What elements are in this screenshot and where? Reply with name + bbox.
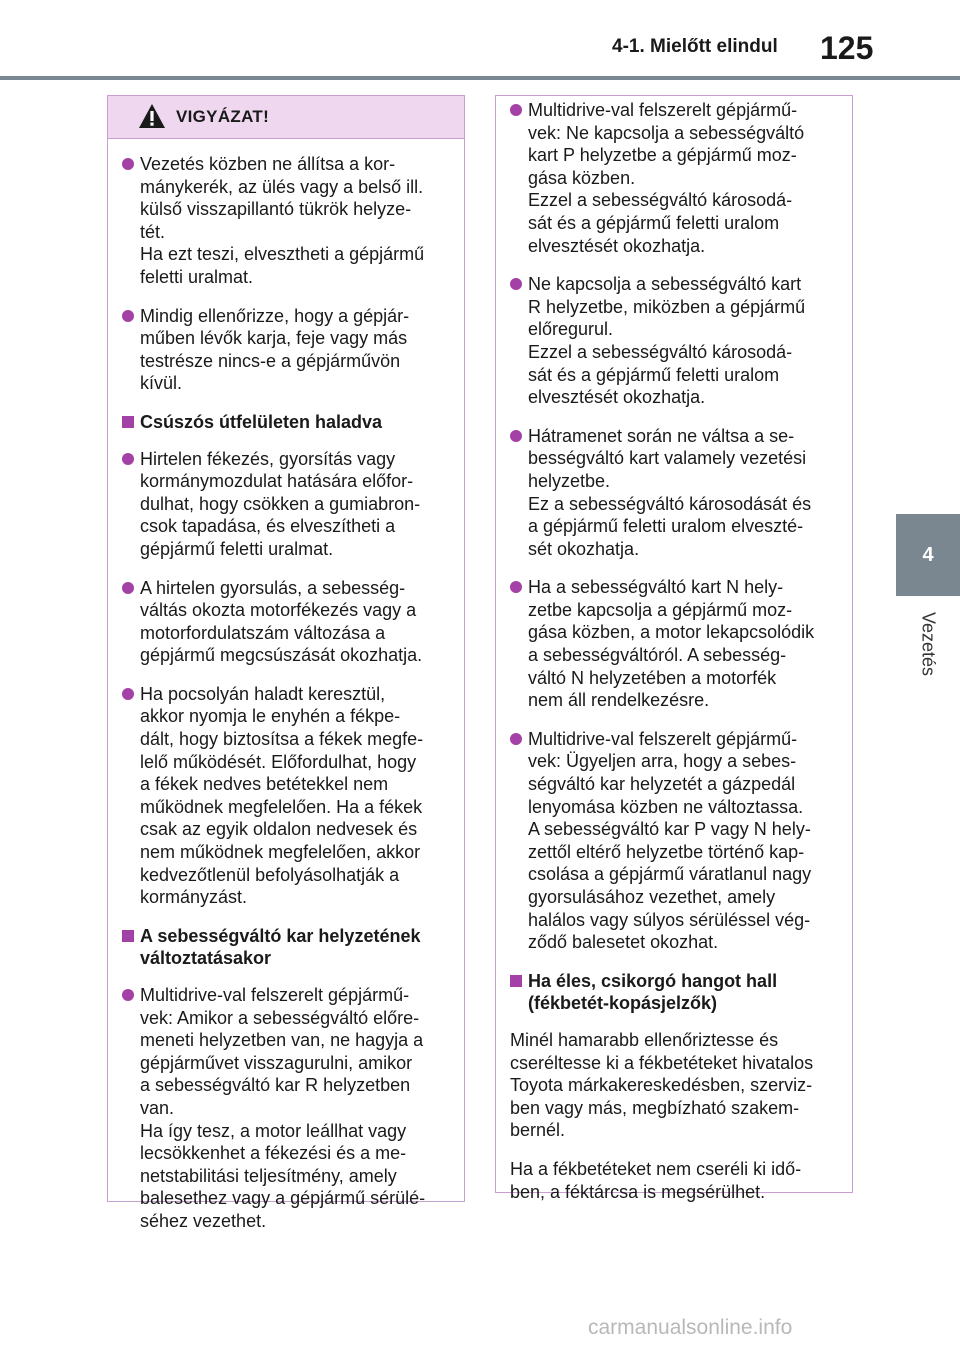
text-line: Csúszós útfelületen haladva: [140, 411, 383, 432]
text-line: gépjárművet visszagurulni, amikor: [140, 1052, 413, 1073]
bullet-item: [122, 448, 452, 561]
text-line: a fékek nedves betétekkel nem: [140, 774, 389, 795]
section-title: 4-1. Mielőtt elindul: [612, 36, 778, 57]
bullet-item: [510, 99, 840, 257]
text-line: sét okozhatja.: [528, 538, 640, 559]
bullet-item: [122, 683, 452, 909]
text-line: tét.: [140, 221, 166, 242]
text-line: Mindig ellenőrizze, hogy a gépjár-: [140, 305, 410, 326]
text-line: dulhat, hogy csökken a gumiabron-: [140, 493, 421, 514]
text-line: nem áll rendelkezésre.: [528, 690, 710, 711]
text-line: feletti uralmat.: [140, 266, 254, 287]
text-line: Minél hamarabb ellenőriztesse és: [510, 1029, 779, 1050]
text-line: változtatásakor: [140, 948, 272, 969]
section-heading: [122, 925, 452, 970]
text-line: kart P helyzetbe a gépjármű moz-: [528, 145, 797, 166]
text-line: Multidrive-val felszerelt gépjármű-: [140, 985, 410, 1005]
text-line: kedvezőtlenül befolyásolhatják a: [140, 864, 400, 885]
text-line: Ne kapcsolja a sebességváltó kart: [528, 274, 802, 295]
warning-box-continued: [495, 95, 853, 1202]
text-line: Ha így tesz, a motor leállhat vagy: [140, 1120, 407, 1141]
text-line: Ha a sebességváltó kart N hely-: [528, 577, 784, 598]
text-line: Ezzel a sebességváltó károsodá-: [528, 341, 793, 362]
text-line: séhez vezethet.: [140, 1210, 267, 1231]
text-line: Multidrive-val felszerelt gépjármű-: [528, 100, 798, 120]
chapter-label-text: Vezetés: [918, 611, 939, 677]
text-line: kormányzást.: [140, 887, 248, 908]
warning-box: [107, 95, 465, 1231]
text-line: meneti helyzetben van, ne hagyja a: [140, 1030, 424, 1051]
bullet-item: [122, 577, 452, 667]
text-line: bernél.: [510, 1120, 566, 1141]
text-line: lenyomása közben ne változtassa.: [528, 796, 804, 817]
bullet-item: [510, 273, 840, 409]
bullet-item: [510, 425, 840, 561]
text-line: Ha pocsolyán haladt keresztül,: [140, 683, 386, 704]
text-line: gása közben, a motor lekapcsolódik: [528, 622, 815, 643]
text-line: netstabilitási teljesítmény, amely: [140, 1165, 397, 1186]
text-line: a sebességváltó kar R helyzetben: [140, 1075, 411, 1096]
bullet-item: [510, 576, 840, 712]
text-line: műben lévők karja, feje vagy más: [140, 328, 408, 349]
chapter-label: [896, 596, 960, 696]
text-line: (fékbetét-kopásjelzők): [528, 993, 718, 1014]
warning-header: [108, 96, 464, 139]
text-line: Ha a fékbetéteket nem cseréli ki idő-: [510, 1158, 802, 1179]
text-line: cseréltesse ki a fékbetéteket hivatalos: [510, 1052, 814, 1073]
text-line: kormánymozdulat hatására előfor-: [140, 471, 414, 492]
text-line: gépjármű feletti uralmat.: [140, 538, 334, 559]
text-line: A hirtelen gyorsulás, a sebesség-: [140, 577, 406, 598]
text-line: csak az egyik oldalon nedvesek és: [140, 819, 418, 840]
warning-title: VIGYÁZAT!: [176, 107, 270, 126]
text-line: Multidrive-val felszerelt gépjármű-: [528, 728, 798, 749]
bullet-item: [122, 305, 452, 395]
text-line: vek: Ne kapcsolja a sebességváltó: [528, 122, 805, 143]
section-heading: [122, 411, 452, 434]
text-line: helyzetbe.: [528, 470, 611, 491]
text-line: működnek megfelelően. Ha a fékek: [140, 796, 423, 817]
text-line: csok tapadása, és elveszítheti a: [140, 516, 396, 537]
text-line: bességváltó kart valamely vezetési: [528, 448, 807, 469]
text-line: ségváltó kar helyzetét a gázpedál: [528, 774, 796, 795]
text-line: külső visszapillantó tükrök helyze-: [140, 199, 412, 220]
text-line: Hirtelen fékezés, gyorsítás vagy: [140, 448, 396, 469]
text-line: mánykerék, az ülés vagy a belső ill.: [140, 176, 424, 197]
text-line: Ha ezt teszi, elvesztheti a gépjármű: [140, 244, 425, 265]
text-line: Toyota márkakereskedésben, szerviz-: [510, 1075, 813, 1096]
text-line: vek: Ügyeljen arra, hogy a sebes-: [528, 751, 797, 772]
text-line: ben vagy más, megbízható szakem-: [510, 1097, 800, 1118]
text-line: váltó N helyzetében a motorfék: [528, 667, 777, 688]
text-line: váltás okozta motorfékezés vagy a: [140, 600, 417, 621]
right-column-content: [496, 96, 852, 1203]
text-line: balesethez vagy a gépjármű sérülé-: [140, 1188, 426, 1209]
section-heading: [510, 970, 840, 1015]
text-line: zetbe kapcsolja a gépjármű moz-: [528, 599, 793, 620]
chapter-tab[interactable]: 4: [896, 514, 960, 596]
text-line: ben, a féktárcsa is megsérülhet.: [510, 1181, 766, 1202]
text-line: sát és a gépjármű feletti uralom: [528, 212, 780, 233]
paragraph: [510, 1158, 840, 1203]
page-number: 125: [820, 30, 874, 66]
text-line: testrésze nincs-e a gépjárművön: [140, 350, 401, 371]
bullet-item: [122, 984, 452, 1233]
text-line: sát és a gépjármű feletti uralom: [528, 364, 780, 385]
text-line: csolása a gépjármű váratlanul nagy: [528, 864, 812, 885]
watermark[interactable]: carmanualsonline.info: [588, 1316, 793, 1339]
text-line: lecsökkenhet a fékezési és a me-: [140, 1143, 407, 1164]
text-line: Ez a sebességváltó károsodását és: [528, 493, 812, 514]
text-line: kívül.: [140, 373, 183, 394]
text-line: előregurul.: [528, 319, 614, 340]
text-line: Vezetés közben ne állítsa a kor-: [140, 154, 396, 174]
text-line: van.: [140, 1097, 175, 1118]
text-line: elvesztését okozhatja.: [528, 387, 706, 408]
paragraph: [510, 1029, 840, 1142]
warning-triangle-icon: [138, 103, 166, 129]
text-line: halálos vagy súlyos sérüléssel vég-: [528, 909, 811, 930]
text-line: lelő működését. Előfordulhat, hogy: [140, 751, 417, 772]
text-line: nem működnek megfelelően, akkor: [140, 842, 421, 863]
text-line: dált, hogy biztosítsa a fékek megfe-: [140, 729, 424, 750]
text-line: ződő balesetet okozhat.: [528, 932, 719, 953]
text-line: a gépjármű feletti uralom elveszté-: [528, 516, 804, 537]
text-line: Ha éles, csikorgó hangot hall: [528, 970, 778, 991]
text-line: gyorsulásához vezethet, amely: [528, 887, 776, 907]
text-line: gása közben.: [528, 167, 636, 188]
left-column-content: [108, 139, 464, 1233]
text-line: Ezzel a sebességváltó károsodá-: [528, 190, 793, 211]
text-line: Hátramenet során ne váltsa a se-: [528, 425, 795, 446]
text-line: gépjármű megcsúszását okozhatja.: [140, 645, 423, 666]
text-line: A sebességváltó kar P vagy N hely-: [528, 819, 811, 840]
text-line: motorfordulatszám változása a: [140, 622, 386, 643]
text-line: akkor nyomja le enyhén a fékpe-: [140, 706, 401, 727]
header-rule: [0, 76, 960, 80]
text-line: A sebességváltó kar helyzetének: [140, 925, 421, 946]
text-line: elvesztését okozhatja.: [528, 235, 706, 256]
bullet-item: [510, 728, 840, 954]
text-line: a sebességváltóról. A sebesség-: [528, 645, 787, 666]
text-line: zettől eltérő helyzetbe történő kap-: [528, 841, 805, 862]
bullet-item: [122, 153, 452, 289]
text-line: R helyzetbe, miközben a gépjármű: [528, 296, 806, 317]
text-line: vek: Amikor a sebességváltó előre-: [140, 1007, 420, 1028]
